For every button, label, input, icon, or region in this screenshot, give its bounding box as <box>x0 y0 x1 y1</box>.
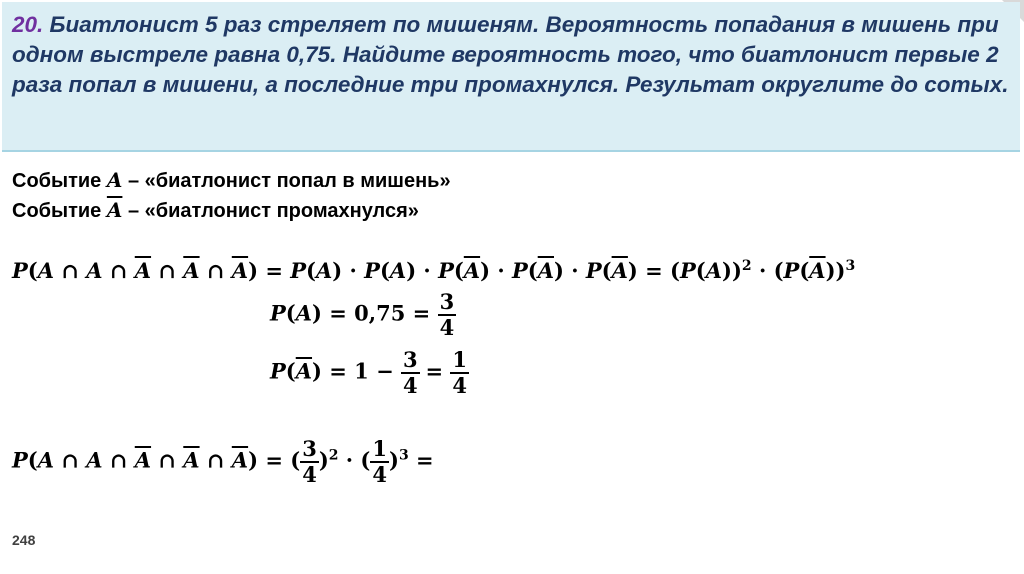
symbol-a: A <box>106 168 123 192</box>
problem-number: 20. <box>12 12 44 37</box>
problem-statement <box>12 10 1010 100</box>
fraction-three-quarters: $\frac{3}{4}$ <box>403 347 418 398</box>
dash: – <box>127 170 140 192</box>
event-not-a-line <box>12 198 419 223</box>
formula-product-rule: P(A ∩ A ∩ $\overline{A}$ ∩ $\overline{A}$ ∩ $\overline{A}) = P(A) \cdot P(A) \cdot P(\overline{A}) \cdot P(\overline{A}) \cdot P(\overline{A}) = (P(A))^2 \cdot (P(\overline{A}))^3$ <box>12 258 856 283</box>
fraction-one-quarter: $\frac{1}{4}$ <box>452 347 468 398</box>
header-divider <box>2 150 1020 152</box>
problem-text: Биатлонист 5 раз стреляет по мишеням. Вероятность попадания в мишень при одном выстреле равна 0,75. Найдите вероятность того, что биатлонист первые 2 раза попал в мишени, а последние три промахнулся. Результат округлите до сотых. <box>12 12 1009 97</box>
problem-box <box>2 2 1020 150</box>
formula-final: P(A ∩ A ∩ $\overline{A}$ ∩ $\overline{A}$ ∩ $\overline{A}$) = ( $\frac{3}{4}$ )$^2$ · ( $\frac{1}{4}$ )$^3$ = <box>12 436 434 487</box>
event-a-text: «биатлонист попал в мишень» <box>144 170 451 192</box>
event-not-a-text: «биатлонист промахнулся» <box>144 200 419 222</box>
dash: – <box>127 200 140 222</box>
formula-p-not-a: $P(\overline{A}) = 1$ − $\frac{3}{4}$ = $\frac{1}{4}$ <box>270 347 468 398</box>
page-number: 248 <box>12 532 36 548</box>
formula-p-a: P(A) = 0,75 = $\frac{3}{4}$ <box>270 289 455 340</box>
event-label: Событие <box>12 200 102 222</box>
fraction-three-quarters: $\frac{3}{4}$ <box>302 436 317 487</box>
fraction-one-quarter: $\frac{1}{4}$ <box>372 436 387 487</box>
fraction-three-quarters: $\frac{3}{4}$ <box>439 289 455 340</box>
event-label: Событие <box>12 170 102 192</box>
event-a-line <box>12 168 451 193</box>
symbol-not-a: $\overline{A}$ <box>106 198 123 222</box>
